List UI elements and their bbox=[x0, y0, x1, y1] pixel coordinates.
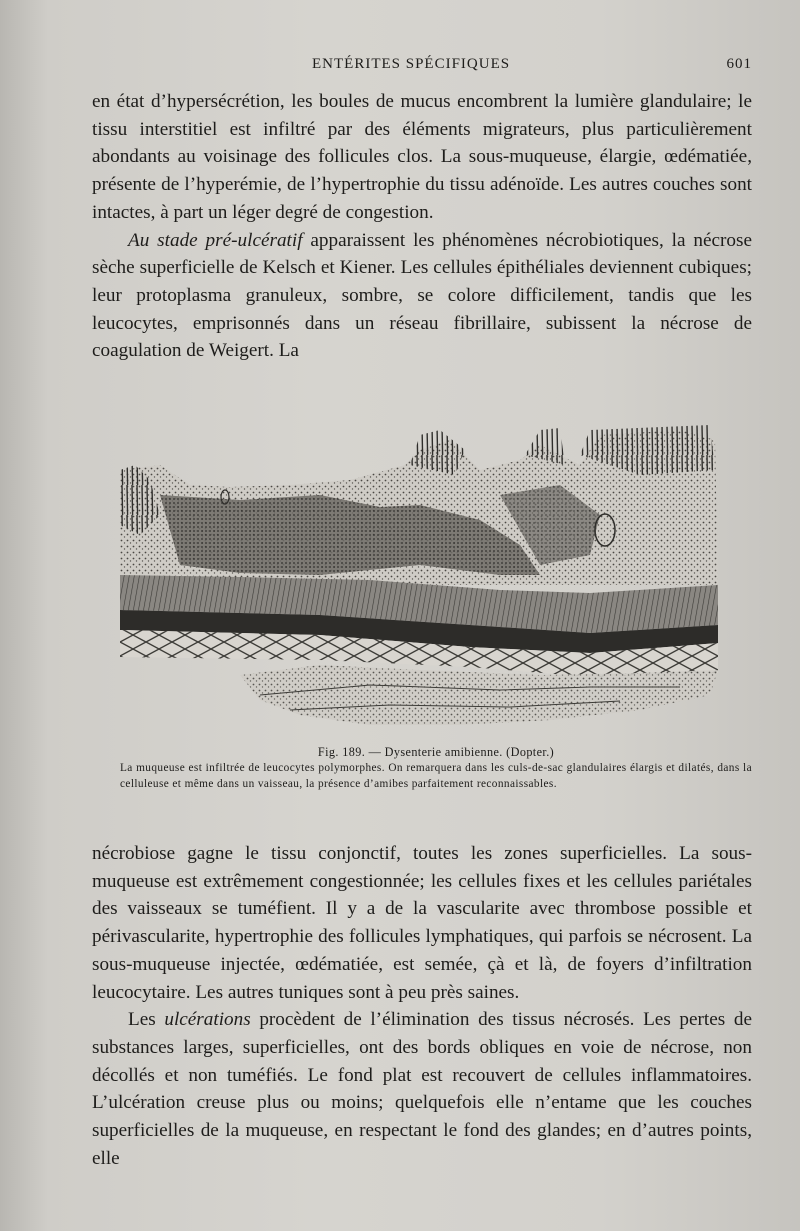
text-run-italic: Au stade pré-ulcératif bbox=[128, 229, 303, 251]
text-run: apparaissent les phénomènes nécrobiotiques, la nécrose sèche superficielle de Kelsch et Kiener. Les cellules épithéliales deviennent cubiques; leur protoplasma granuleux, sombre, se colore difficilement, tandis que les leucocytes, emprisonnés dans un réseau fibrillaire, subissent la nécrose de coagulation de Weigert. La bbox=[92, 229, 752, 362]
figure-caption bbox=[120, 744, 752, 792]
paragraph bbox=[92, 88, 752, 227]
page-number: 601 bbox=[726, 56, 752, 72]
paragraph bbox=[92, 227, 752, 366]
text-run-italic: ulcérations bbox=[164, 1009, 251, 1031]
running-header bbox=[92, 56, 752, 80]
paragraph bbox=[92, 840, 752, 1006]
figure-caption-text: La muqueuse est infiltrée de leucocytes polymorphes. On remarquera dans les culs-de-sac glandulaires élargis et dilatés, dans la celluleuse et même dans un vaisseau, la présence d’amibes parfaitement reconnaissables. bbox=[120, 762, 752, 790]
paragraph bbox=[92, 1006, 752, 1172]
text-block-bottom bbox=[92, 840, 752, 1172]
running-title: ENTÉRITES SPÉCIFIQUES bbox=[312, 56, 511, 72]
text-run: procèdent de l’élimination des tissus nécrosés. Les pertes de substances larges, superficielles, ont des bords obliques en voie de nécrose, non décollés et non tuméfiés. Le fond plat est recouvert de cellules inflammatoires. L’ulcération creuse plus ou moins; quelquefois elle n’entame que les couches superficielles de la muqueuse, en respectant le fond des glandes; en d’autres points, elle bbox=[92, 1009, 752, 1169]
figure-caption-title: Fig. 189. — Dysenterie amibienne. (Dopter.) bbox=[317, 745, 555, 759]
text-run: nécrobiose gagne le tissu conjonctif, toutes les zones superficielles. La sous-muqueuse est extrêmement congestionnée; les cellules fixes et les cellules pariétales des vaisseaux se tuméfient. Il y a de la vascularite avec thrombose possible et périvascularite, hypertrophie des follicules lymphatiques, qui parfois se nécrosent. La sous-muqueuse injectée, œdématiée, est semée, çà et là, de foyers d’infiltration leucocytaire. Les autres tuniques sont à peu près saines. bbox=[92, 843, 752, 1003]
text-run: en état d’hypersécrétion, les boules de mucus encombrent la lumière glandulaire; le tissu interstitiel est infiltré par des éléments migrateurs, plus particulièrement abondants au voisinage des follicules clos. La sous-muqueuse, élargie, œdématiée, présente de l’hyperémie, de l’hypertrophie du tissu adénoïde. Les autres couches sont intactes, à part un léger degré de congestion. bbox=[92, 91, 752, 223]
histology-illustration bbox=[120, 425, 720, 740]
text-run: Les bbox=[128, 1009, 165, 1031]
text-block-top bbox=[92, 88, 752, 365]
